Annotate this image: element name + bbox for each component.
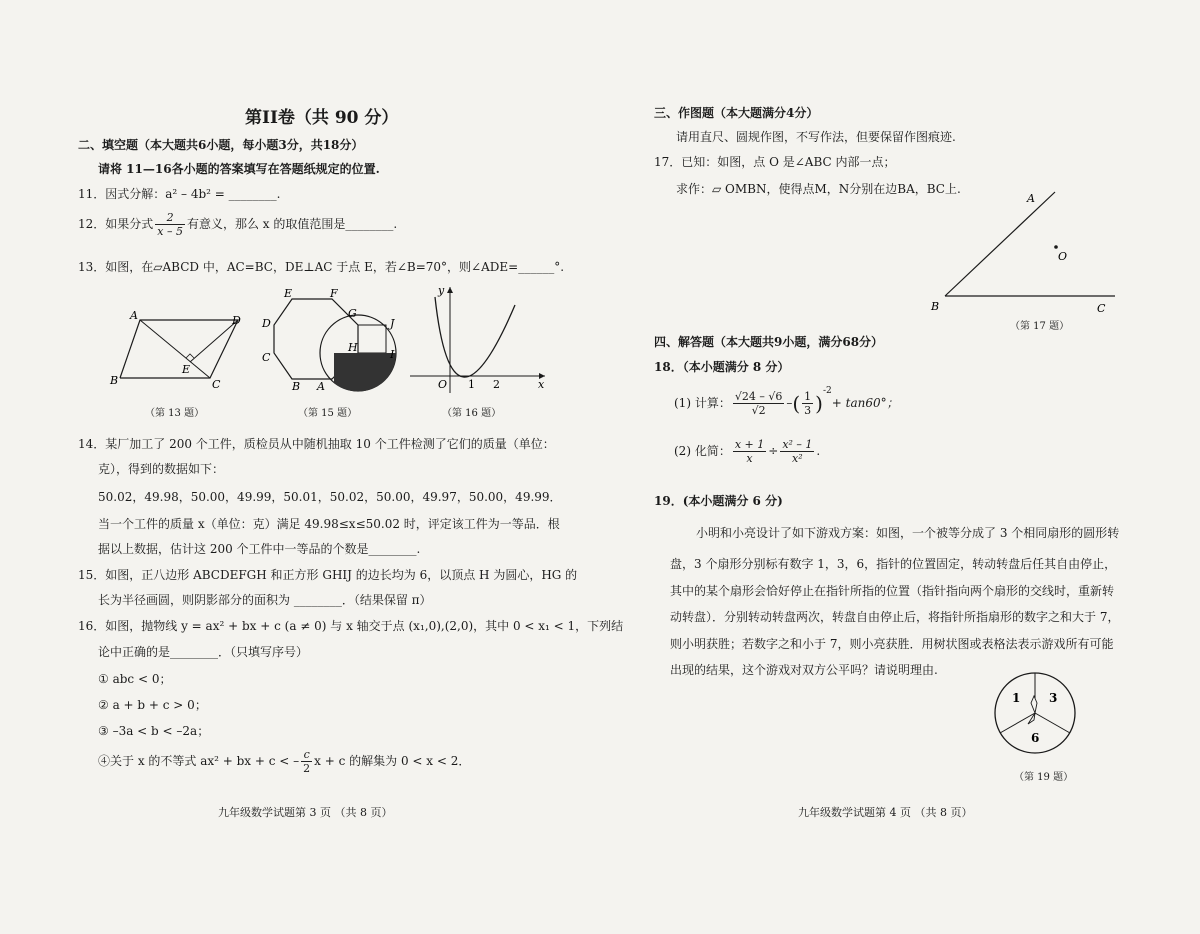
- parabola-curve: [435, 297, 515, 377]
- q18p2-divide: ÷: [768, 444, 779, 458]
- q16-option-4: [98, 748, 470, 775]
- label-f15: F: [330, 287, 338, 300]
- q18p1-pden: 3: [804, 404, 812, 417]
- label-b17: B: [931, 300, 940, 313]
- q17-given: 17．已知：如图，点 O 是∠ABC 内部一点；: [654, 155, 896, 169]
- q14-line4: 据以上数据，估计这 200 个工件中一等品的个数是________.: [98, 542, 421, 556]
- q18p1-post: + tan60°；: [831, 396, 899, 410]
- diagonal-ac: [140, 320, 210, 378]
- figure-16-parabola: [405, 283, 550, 398]
- caption-13: （第 13 题）: [145, 408, 205, 419]
- q16-o4-fraction: [301, 748, 312, 775]
- label-d: D: [232, 314, 241, 327]
- q19-line6: 出现的结果，这个游戏对双方公平吗？请说明理由.: [670, 663, 938, 677]
- q15-line2: 长为半径画圆，则阴影部分的面积为 ________．（结果保留 π）: [98, 593, 432, 607]
- label-c15: C: [262, 351, 271, 364]
- q18p2-fraction-1: [733, 438, 766, 465]
- q16-o4-post: x + c 的解集为 0 < x < 2．: [314, 754, 471, 768]
- q18p1-num: √24 – √6: [734, 390, 783, 403]
- label-e15: E: [284, 287, 293, 300]
- label-d15: D: [262, 317, 271, 330]
- instruction: 请将 11—16各小题的答案填写在答题纸规定的位置.: [98, 162, 380, 176]
- sector-divider-right: [1035, 713, 1070, 733]
- q19-line4: 动转盘）．分别转动转盘两次，转盘自由停止后，将指针所指扇形的数字之和大于 7，: [670, 610, 1120, 624]
- parallelogram-abcd: [120, 320, 238, 378]
- right-page: [600, 0, 1200, 934]
- question-11: 11．因式分解：a² – 4b² = ________.: [78, 187, 281, 201]
- q12-den: x – 5: [157, 225, 183, 238]
- q19-line2: 盘，3 个扇形分别标有数字 1，3，6，指针的位置固定，转动转盘后任其自由停止，: [670, 557, 1117, 571]
- q18-part1: (1) 计算： $\frac{√24 - √6}{√2}$ –( $\frac{1}{3}$ )$^{-2}$+ tan60°；: [674, 386, 899, 417]
- q18p1-den: √2: [751, 404, 766, 417]
- q18p1-exponent: -2: [822, 386, 832, 396]
- label-a: A: [130, 309, 138, 322]
- left-footer: 九年级数学试题第 3 页 （共 8 页）: [218, 806, 393, 819]
- pointer-icon: [1031, 696, 1037, 713]
- tick-2: 2: [493, 378, 500, 391]
- label-e: E: [182, 363, 191, 376]
- q18p1-pnum: 1: [804, 390, 812, 403]
- q14-line3: 当一个工件的质量 x（单位：克）满足 49.98≤x≤50.02 时，评定该工件为一等品．根: [98, 517, 560, 531]
- label-origin: O: [438, 378, 448, 391]
- q16-o4-den: 2: [303, 762, 311, 775]
- q19-line1: 小明和小亮设计了如下游戏方案：如图，一个被等分成了 3 个相同扇形的圆形转: [696, 526, 1120, 540]
- label-g15: G: [348, 307, 357, 320]
- q16-o4-pre: ④关于 x 的不等式 ax² + bx + c < –: [98, 754, 300, 768]
- caption-19: （第 19 题）: [1014, 772, 1074, 783]
- question-13: 13．如图，在▱ABCD 中，AC=BC，DE⊥AC 于点 E，若∠B=70°，则∠ADE=______°.: [78, 260, 565, 274]
- q14-data: 50.02，49.98，50.00，49.99，50.01，50.02，50.00，49.97，50.00，49.99．: [98, 490, 562, 504]
- label-h15: H: [348, 341, 358, 354]
- right-angle-mark: [186, 354, 194, 358]
- square-ghij: [358, 325, 386, 353]
- q12-pre: 12．如果分式: [78, 217, 154, 231]
- q18-title: 18．（本小题满分 8 分）: [654, 360, 790, 374]
- figure-17-angle: [925, 188, 1125, 318]
- label-b15: B: [292, 380, 301, 393]
- figure-19-spinner: [990, 668, 1080, 758]
- y-axis-arrow: [447, 287, 453, 293]
- q12-post: 有意义，那么 x 的取值范围是________.: [186, 217, 398, 231]
- q18p2-d1: x: [746, 452, 753, 465]
- q18p1-fraction: [733, 390, 785, 417]
- caption-17: （第 17 题）: [1010, 321, 1070, 332]
- q14-line2: 克），得到的数据如下：: [98, 462, 225, 476]
- caption-15: （第 15 题）: [298, 408, 358, 419]
- q18p1-minus: –: [786, 396, 793, 410]
- label-c17: C: [1097, 302, 1106, 315]
- q19-title: 19．(本小题满分 6 分): [654, 494, 783, 508]
- q16-o4-num: c: [301, 748, 312, 762]
- point-o: [1054, 245, 1058, 249]
- q16-line1: 16．如图，抛物线 y = ax² + bx + c (a ≠ 0) 与 x 轴交于点 (x₁,0),(2,0)，其中 0 < x₁ < 1，下列结: [78, 619, 624, 633]
- q18p2-d2: x²: [792, 452, 803, 465]
- q16-option-2: ② a + b + c > 0；: [98, 698, 207, 712]
- tick-1: 1: [468, 378, 475, 391]
- label-b: B: [110, 374, 119, 387]
- q18p1-label: (1) 计算：: [674, 396, 731, 410]
- label-x: x: [538, 378, 545, 391]
- ray-ba: [945, 192, 1055, 296]
- label-j15: J: [390, 317, 395, 330]
- construction-instruction: 请用直尺、圆规作图，不写作法，但要保留作图痕迹.: [676, 130, 956, 144]
- q18p2-fraction-2: [780, 438, 814, 465]
- q18p2-post: .: [816, 444, 821, 458]
- section-construction: 三、作图题（本大题满分4分）: [654, 106, 819, 120]
- label-i15: I: [390, 348, 395, 361]
- right-footer: 九年级数学试题第 4 页 （共 8 页）: [798, 806, 973, 819]
- q14-line1: 14．某厂加工了 200 个工件，质检员从中随机抽取 10 个工件检测了它们的质量（单位：: [78, 437, 555, 451]
- label-o17: O: [1058, 250, 1068, 263]
- shaded-region: [334, 353, 396, 392]
- question-12: [78, 211, 397, 238]
- sector-6-label: 6: [1031, 731, 1040, 745]
- q18p2-label: (2) 化简：: [674, 444, 731, 458]
- q16-line2: 论中正确的是________．（只填写序号）: [98, 645, 309, 659]
- sector-1-label: 1: [1012, 691, 1021, 705]
- q17-task: 求作：▱ OMBN，使得点M，N分别在边BA，BC上.: [676, 182, 961, 196]
- sector-3-label: 3: [1049, 691, 1058, 705]
- q12-num: 2: [155, 211, 185, 225]
- q18p2-n2: x² – 1: [782, 438, 813, 451]
- label-a15: A: [317, 380, 325, 393]
- q19-line5: 则小明获胜；若数字之和小于 7，则小亮获胜．用树状图或表格法表示游戏所有可能: [670, 637, 1114, 651]
- segment-de: [190, 320, 238, 362]
- section-solve: 四、解答题（本大题共9小题，满分68分）: [654, 335, 884, 349]
- q18-part2: [674, 438, 820, 465]
- q16-option-1: ① abc < 0；: [98, 672, 172, 686]
- q18p2-n1: x + 1: [734, 438, 765, 451]
- caption-16: （第 16 题）: [442, 408, 502, 419]
- label-a17: A: [1027, 192, 1035, 205]
- q12-fraction: [155, 211, 185, 238]
- q18p1-paren-fraction: [802, 390, 813, 417]
- part-title: 第II卷（共 90 分）: [245, 108, 399, 128]
- figure-13-parallelogram: [100, 305, 250, 395]
- figure-15-octagon: [260, 285, 405, 397]
- q15-line1: 15．如图，正八边形 ABCDEFGH 和正方形 GHIJ 的边长均为 6，以顶点 H 为圆心，HG 的: [78, 568, 578, 582]
- q19-line3: 其中的某个扇形会恰好停止在指针所指的位置（指针指向两个扇形的交线时，重新转: [670, 584, 1115, 598]
- q16-option-3: ③ –3a < b < –2a；: [98, 724, 210, 738]
- label-y: y: [438, 284, 445, 297]
- section-fill-in: 二、填空题（本大题共6小题，每小题3分，共18分）: [78, 138, 364, 152]
- label-c: C: [212, 378, 221, 391]
